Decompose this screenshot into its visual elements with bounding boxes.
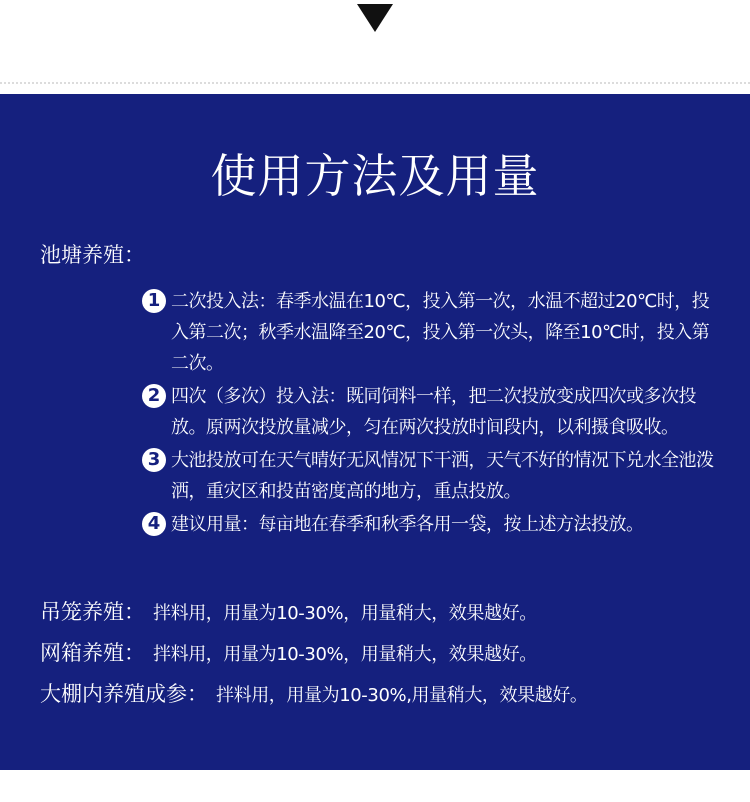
pond-steps: [142, 286, 717, 542]
step-text: 四次（多次）投入法：既同饲料一样，把二次投放变成四次或多次投放。原两次投放量减少，匀在两次投放时间段内，以利摄食吸收。: [171, 386, 696, 438]
method-label: 大棚内养殖成参：: [40, 682, 208, 706]
down-arrow-icon: [357, 4, 393, 32]
step-number-badge: 4: [142, 512, 166, 536]
step-number-badge: 2: [142, 384, 166, 408]
step-text: 二次投入法：春季水温在10℃，投入第一次，水温不超过20℃时，投入第二次；秋季水温降至20℃，投入第一次头，降至10℃时，投入第二次。: [171, 291, 710, 374]
step-item: [142, 445, 717, 507]
method-row-netbox: [40, 638, 537, 670]
method-text: 拌料用，用量为10-30%,用量稍大，效果越好。: [216, 685, 588, 706]
pond-label: 池塘养殖：: [40, 243, 145, 267]
step-number-badge: 3: [142, 448, 166, 472]
divider: [0, 82, 750, 84]
usage-panel: [0, 94, 750, 770]
step-item: [142, 509, 717, 540]
method-text: 拌料用，用量为10-30%，用量稍大，效果越好。: [153, 644, 537, 665]
step-text: 建议用量：每亩地在春季和秋季各用一袋，按上述方法投放。: [171, 514, 644, 535]
method-label: 吊笼养殖：: [40, 600, 145, 624]
method-row-greenhouse: [40, 679, 588, 711]
step-text: 大池投放可在天气晴好无风情况下干洒，天气不好的情况下兑水全池泼洒，重灾区和投苗密度高的地方，重点投放。: [171, 450, 714, 502]
page-title: 使用方法及用量: [210, 149, 540, 203]
method-row-cage: [40, 597, 537, 629]
method-label: 网箱养殖：: [40, 641, 145, 665]
step-number-badge: 1: [142, 289, 166, 313]
step-item: [142, 381, 717, 443]
step-item: [142, 286, 717, 379]
method-text: 拌料用，用量为10-30%，用量稍大，效果越好。: [153, 603, 537, 624]
